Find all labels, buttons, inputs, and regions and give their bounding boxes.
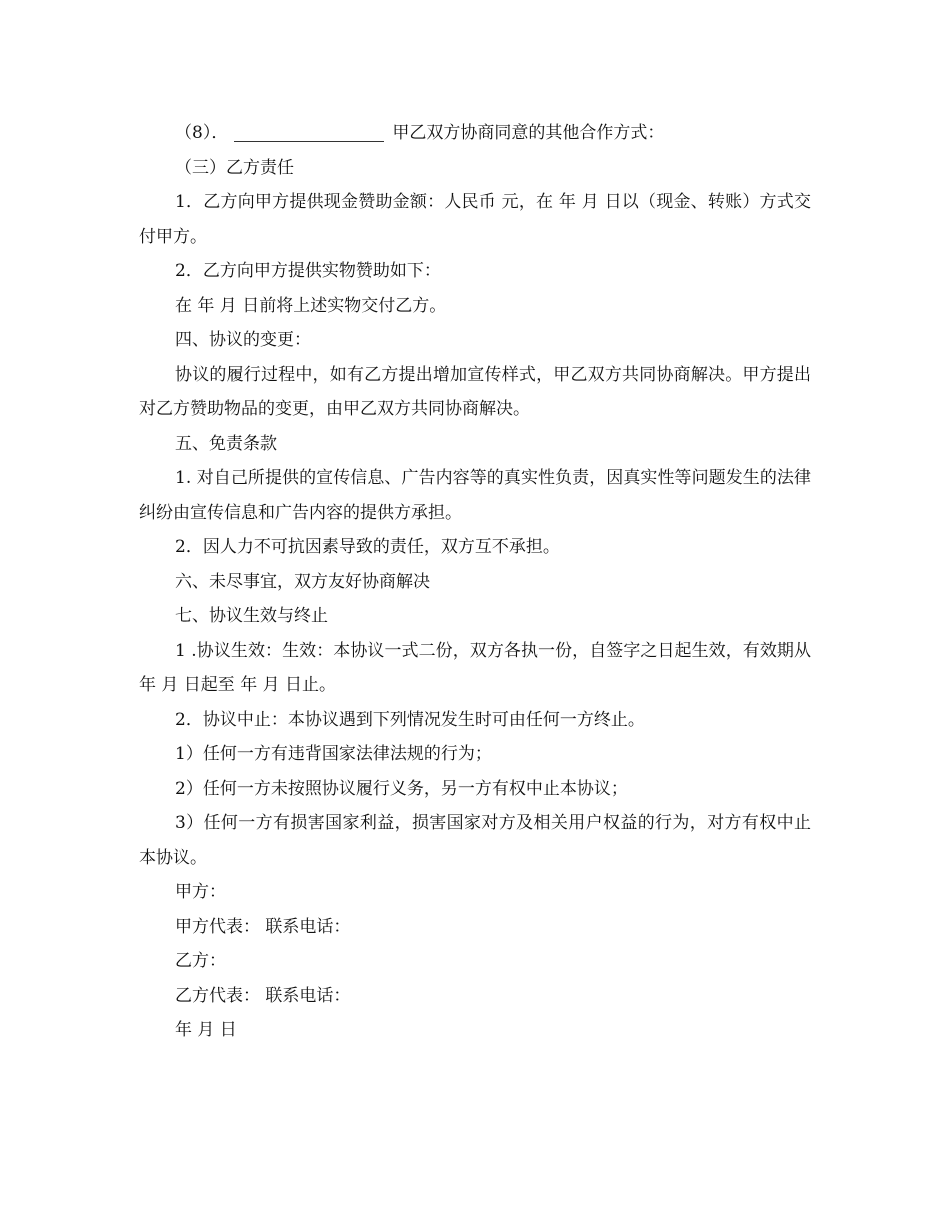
section-heading-effect-termination: 七、协议生效与终止 xyxy=(175,606,328,626)
clause-cash-sponsorship: 1．乙方向甲方提供现金赞助金额：人民币 元，在 年 月 日以（现金、转账）方式交付甲方。 xyxy=(139,192,811,247)
section-heading-amendment: 四、协议的变更： xyxy=(175,330,311,350)
signature-party-a: 甲方： xyxy=(175,882,226,902)
clause-amendment: 协议的履行过程中，如有乙方提出增加宣传样式，甲乙双方共同协商解决。甲方提出对乙方赞助物品的变更，由甲乙双方共同协商解决。 xyxy=(139,364,811,419)
clause-text: 甲乙双方协商同意的其他合作方式： xyxy=(392,123,665,143)
clause-suspension-item-2: 2）任何一方未按照协议履行义务，另一方有权中止本协议； xyxy=(175,778,628,799)
clause-effect: 1 .协议生效：生效：本协议一式二份，双方各执一份，自签字之日起生效，有效期从 年 月 日起至 年 月 日止。 xyxy=(139,640,811,695)
clause-other-cooperation xyxy=(139,116,811,151)
document-body xyxy=(139,116,811,1048)
clause-delivery-date: 在 年 月 日前将上述实物交付乙方。 xyxy=(175,295,447,316)
clause-truthfulness: 1. 对自己所提供的宣传信息、广告内容等的真实性负责，因真实性等问题发生的法律纠纷由宣传信息和广告内容的提供方承担。 xyxy=(139,468,811,523)
section-heading-disclaimer: 五、免责条款 xyxy=(175,433,277,454)
section-heading-party-b-duties: （三）乙方责任 xyxy=(175,157,294,178)
fill-in-blank xyxy=(234,121,384,142)
clause-number: （8）． xyxy=(175,123,229,143)
signature-party-b-representative: 乙方代表： 联系电话： xyxy=(175,985,351,1006)
clause-in-kind-sponsorship: 2．乙方向甲方提供实物赞助如下： xyxy=(175,261,441,281)
signature-date: 年 月 日 xyxy=(175,1020,237,1040)
clause-suspension: 2．协议中止：本协议遇到下列情况发生时可由任何一方终止。 xyxy=(175,709,645,730)
clause-suspension-item-3: 3）任何一方有损害国家利益，损害国家对方及相关用户权益的行为，对方有权中止本协议。 xyxy=(139,813,811,868)
clause-suspension-item-1: 1）任何一方有违背国家法律法规的行为； xyxy=(175,744,492,764)
signature-party-b: 乙方： xyxy=(175,951,226,971)
section-heading-other-matters: 六、未尽事宜，双方友好协商解决 xyxy=(175,571,430,592)
clause-force-majeure: 2．因人力不可抗因素导致的责任，双方互不承担。 xyxy=(175,537,560,557)
signature-party-a-representative: 甲方代表： 联系电话： xyxy=(175,916,351,937)
